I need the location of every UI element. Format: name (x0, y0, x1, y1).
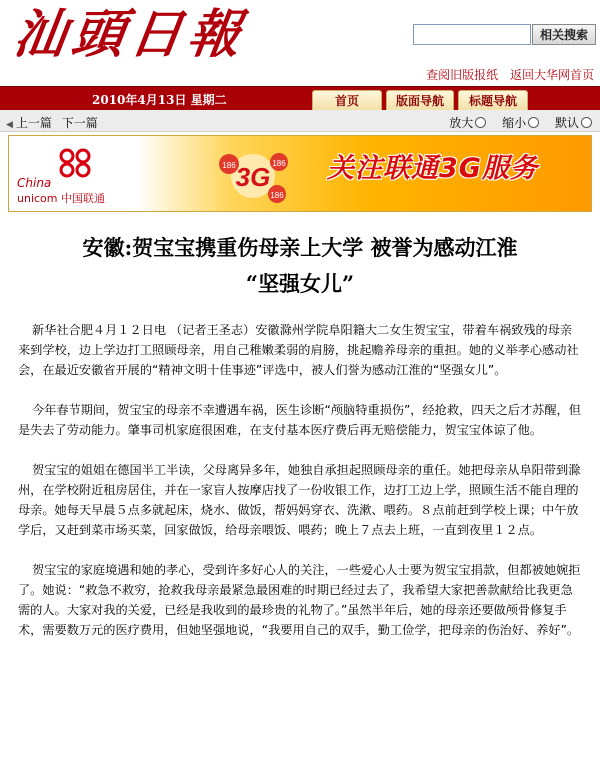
article-paragraph: 贺宝宝的家庭境遇和她的孝心，受到许多好心人的关注，一些爱心人士要为贺宝宝捐款，但都被她婉拒了。她说：“救急不救穷，抢救我母亲最紧急最困难的时期已经过去了，我希望大家把善款献给比我更急需的人。大家对我的关爱，已经是我收到的最珍贵的礼物了。”虽然半年后，她的母亲还要做颅骨修复手术，需要数万元的医疗费用，但她坚强地说，“我要用自己的双手，勤工俭学，把母亲的伤治好、养好”。 (18, 563, 581, 637)
tab-home[interactable]: 首页 (312, 90, 382, 111)
left-arrow-icon: ◀ (6, 120, 13, 130)
zoom-in-option[interactable] (443, 116, 486, 130)
zoom-out-radio[interactable] (528, 117, 539, 128)
china-unicom-logo-icon (55, 146, 95, 180)
masthead (0, 0, 600, 86)
article-body (18, 320, 584, 660)
headline-line-2: “坚强女儿” (245, 271, 355, 296)
article-paragraph: 贺宝宝的姐姐在德国半工半读，父母离异多年，她独自承担起照顾母亲的重任。她把母亲从阜阳带到滁州，在学校附近租房居住，并在一家盲人按摩店找了一份收银工作，边打工边上学，照顾生活不能自理的母亲。她每天早晨５点多就起床，烧水、做饭，帮妈妈穿衣、洗漱、喂药。８点前赶到学校上课；中午放学后，又赶到菜市场买菜，回家做饭，给母亲喂饭、喂药；晚上７点去上班，一直到夜里１２点。 (18, 463, 581, 537)
prev-article-link[interactable]: 上一篇 (15, 116, 52, 130)
unicom-3g-banner[interactable] (8, 135, 592, 212)
issue-date: 2010年4月13日 星期二 (92, 93, 227, 107)
banner-slogan: 关注联通3G服务 (327, 153, 538, 184)
zoom-out-label: 缩小 (502, 116, 527, 130)
old-edition-link[interactable]: 查阅旧版报纸 (426, 68, 499, 82)
zoom-in-radio[interactable] (475, 117, 486, 128)
badge-text: 3G (235, 162, 271, 192)
3g-mascot-icon (199, 142, 307, 210)
unicom-brand-full: unicom 中国联通 (17, 192, 105, 205)
navigation-bar (0, 86, 600, 110)
back-home-link[interactable]: 返回大华网首页 (509, 68, 594, 82)
zoom-default-radio[interactable] (581, 117, 592, 128)
badge-num-2: 186 (272, 159, 286, 168)
newspaper-logo[interactable]: 汕頭日報 (9, 4, 251, 65)
top-links (418, 66, 594, 83)
article-paragraph: 新华社合肥４月１２日电 （记者王圣志）安徽滁州学院阜阳籍大二女生贺宝宝，带着车祸致残的母亲来到学校，边上学边打工照顾母亲，用自己稚嫩柔弱的肩膀，挑起赡养母亲的重担。她的义举孝心感动社会，在最近安徽省开展的“精神文明十佳事迹”评选中，被人们誉为感动江淮的“坚强女儿”。 (18, 323, 579, 377)
article-pager (6, 114, 98, 131)
zoom-default-option[interactable] (549, 116, 592, 130)
article-headline (0, 230, 600, 302)
tab-title-nav[interactable]: 标题导航 (458, 90, 528, 111)
article-toolbar (0, 110, 600, 132)
unicom-brand-en: China (17, 176, 52, 190)
zoom-default-label: 默认 (554, 116, 579, 130)
article-paragraph: 今年春节期间，贺宝宝的母亲不幸遭遇车祸，医生诊断“颅脑特重损伤”，经抢救，四天之后才苏醒，但是失去了劳动能力。肇事司机家庭很困难，在支付基本医疗费后再无赔偿能力，贺宝宝体谅了他。 (18, 403, 581, 437)
tab-layout-nav[interactable]: 版面导航 (386, 90, 454, 111)
zoom-controls (437, 114, 592, 131)
zoom-out-option[interactable] (496, 116, 539, 130)
headline-line-1: 安徽:贺宝宝携重伤母亲上大学 被誉为感动江淮 (82, 235, 518, 260)
badge-num-3: 186 (270, 191, 284, 200)
search-input[interactable] (413, 24, 531, 45)
zoom-in-label: 放大 (449, 116, 474, 130)
badge-num-1: 186 (222, 161, 236, 170)
search-button[interactable]: 相关搜索 (532, 24, 596, 45)
next-article-link[interactable]: 下一篇 (61, 116, 98, 130)
